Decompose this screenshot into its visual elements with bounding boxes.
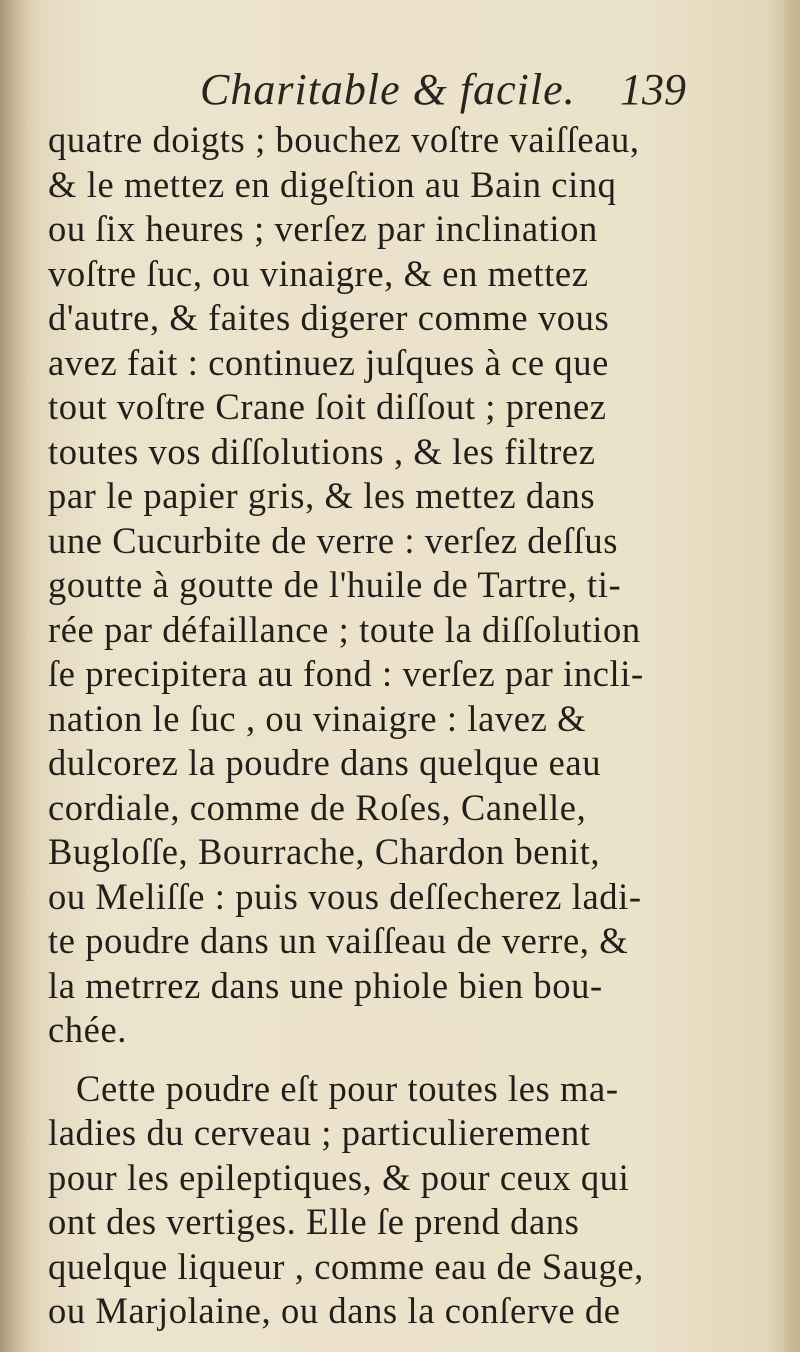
text-line: la metrrez dans une phiole bien bou- xyxy=(48,964,603,1006)
text-line: d'autre, & faites digerer comme vous xyxy=(48,297,610,338)
body-text xyxy=(48,118,698,1334)
text-line: te poudre dans un vaiſſeau de verre, & xyxy=(48,920,629,961)
text-line: quatre doigts ; bouchez voſtre vaiſſeau, xyxy=(48,119,640,160)
text-line: ou Meliſſe : puis vous deſſecherez ladi- xyxy=(48,875,642,917)
text-line: avez fait : continuez juſques à ce que xyxy=(48,341,609,383)
text-line: ou ſix heures ; verſez par inclination xyxy=(48,208,598,249)
page-header xyxy=(200,64,700,124)
text-line: quelque liqueur , comme eau de Sauge, xyxy=(48,1245,644,1287)
text-line: dulcorez la poudre dans quelque eau xyxy=(48,742,602,783)
text-line: & le mettez en digeſtion au Bain cinq xyxy=(48,163,617,205)
page-number: 139 xyxy=(620,65,686,114)
text-line: cordiale, comme de Roſes, Canelle, xyxy=(48,786,587,828)
text-line: goutte à goutte de l'huile de Tartre, ti- xyxy=(48,564,622,605)
text-line: une Cucurbite de verre : verſez deſſus xyxy=(48,519,619,561)
text-line: toutes vos diſſolutions , & les filtrez xyxy=(48,430,596,472)
gutter-shadow xyxy=(0,0,28,1352)
text-line: ſe precipitera au fond : verſez par incli- xyxy=(48,653,644,694)
paragraph-1 xyxy=(48,118,698,1053)
text-line: chée. xyxy=(48,1009,127,1050)
text-line: nation le ſuc , ou vinaigre : lavez & xyxy=(48,697,587,739)
text-line: tout voſtre Crane ſoit diſſout ; prenez xyxy=(48,386,607,427)
text-line: ont des vertiges. Elle ſe prend dans xyxy=(48,1201,580,1242)
running-title: Charitable & facile. xyxy=(200,65,576,114)
text-line: Cette poudre eſt pour toutes les ma- xyxy=(76,1067,619,1109)
text-line: par le papier gris, & les mettez dans xyxy=(48,475,596,516)
text-line: pour les epileptiques, & pour ceux qui xyxy=(48,1156,630,1198)
text-line: rée par défaillance ; toute la diſſolution xyxy=(48,608,641,650)
paragraph-2 xyxy=(48,1067,698,1334)
text-line: Bugloſſe, Bourrache, Chardon benit, xyxy=(48,831,601,872)
text-line: ou Marjolaine, ou dans la conſerve de xyxy=(48,1290,621,1331)
text-line: ladies du cerveau ; particulierement xyxy=(48,1112,591,1153)
page-edge-shadow xyxy=(782,0,800,1352)
text-line: voſtre ſuc, ou vinaigre, & en mettez xyxy=(48,252,589,294)
paragraph-gap xyxy=(48,1053,698,1067)
